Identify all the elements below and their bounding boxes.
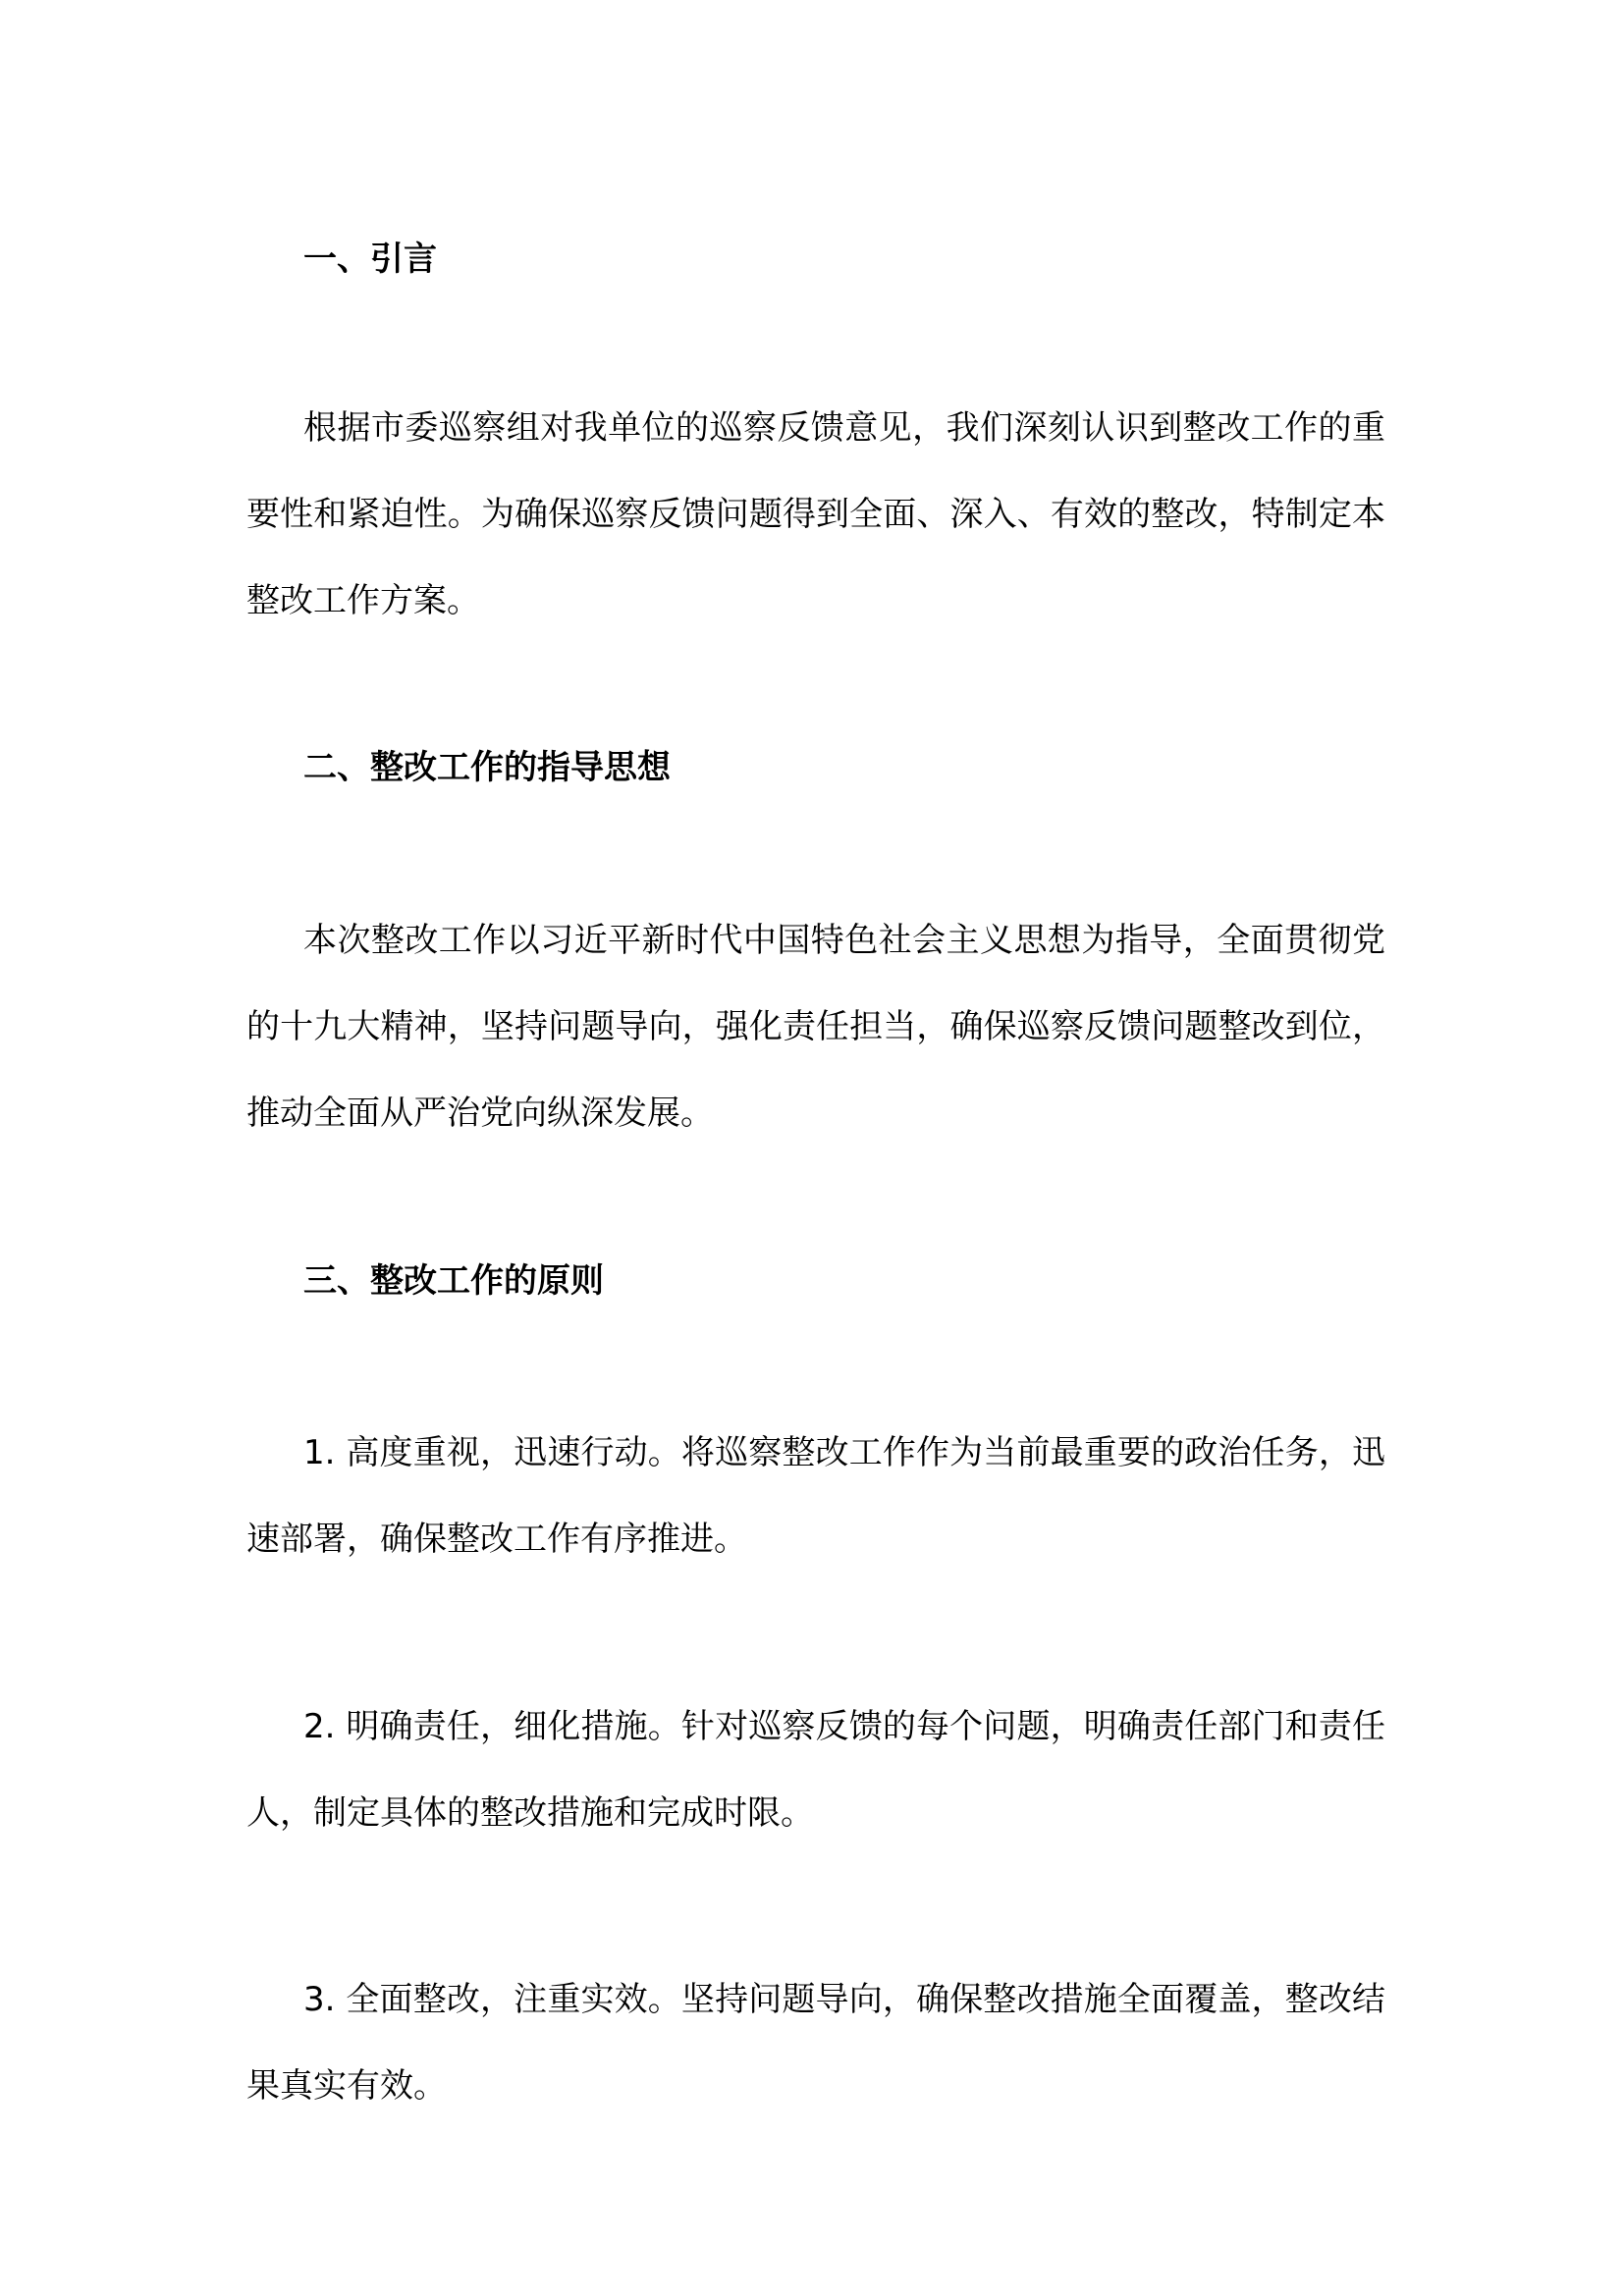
paragraph-guiding-ideology: 本次整改工作以习近平新时代中国特色社会主义思想为指导，全面贯彻党的十九大精神，坚持问题导向，强化责任担当，确保巡察反馈问题整改到位，推动全面从严治党向纵深发展。 [246,921,1385,1133]
section-heading-principles: 三、整改工作的原则 [303,1261,604,1301]
principle-item-1: 1. 高度重视，迅速行动。将巡察整改工作作为当前最重要的政治任务，迅速部署，确保整改工作有序推进。 [246,1433,1385,1559]
paragraph-introduction: 根据市委巡察组对我单位的巡察反馈意见，我们深刻认识到整改工作的重要性和紧迫性。为确保巡察反馈问题得到全面、深入、有效的整改，特制定本整改工作方案。 [246,408,1385,620]
section-heading-introduction: 一、引言 [303,240,437,279]
principle-item-2: 2. 明确责任，细化措施。针对巡察反馈的每个问题，明确责任部门和责任人，制定具体的整改措施和完成时限。 [246,1707,1385,1833]
principle-item-3: 3. 全面整改，注重实效。坚持问题导向，确保整改措施全面覆盖，整改结果真实有效。 [246,1980,1385,2106]
section-heading-guiding-ideology: 二、整改工作的指导思想 [303,748,671,787]
